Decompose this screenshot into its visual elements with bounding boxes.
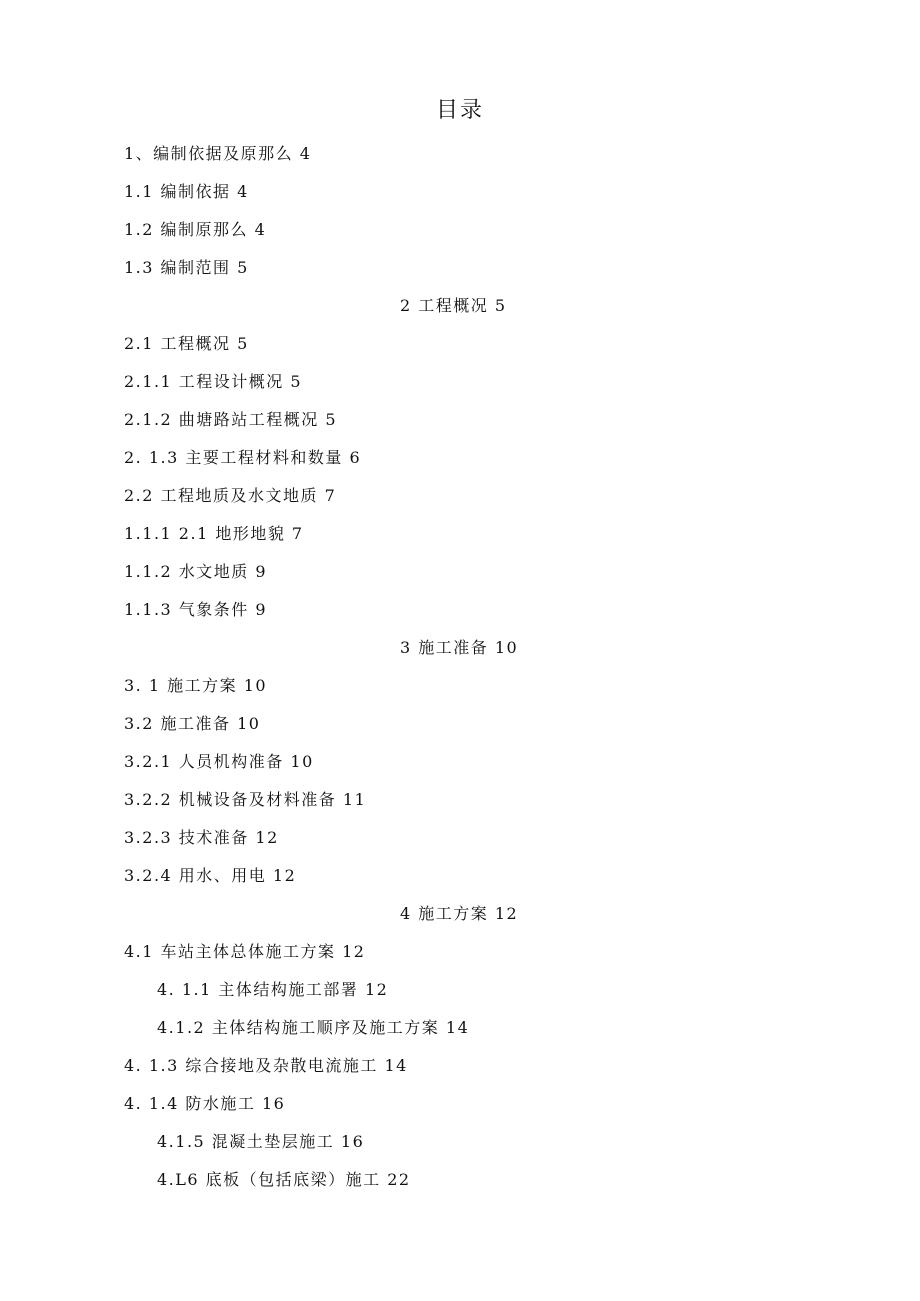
toc-entry: 3. 1 施工方案 10 bbox=[124, 676, 268, 695]
toc-entry: 3.2.3 技术准备 12 bbox=[124, 828, 279, 847]
toc-entry: 2.1.1 工程设计概况 5 bbox=[124, 372, 303, 391]
toc-entry: 2.1.2 曲塘路站工程概况 5 bbox=[124, 410, 338, 429]
toc-entry: 3.2.2 机械设备及材料准备 11 bbox=[124, 790, 367, 809]
toc-entry: 4.1.5 混凝土垫层施工 16 bbox=[157, 1132, 365, 1151]
toc-entry: 3.2 施工准备 10 bbox=[124, 714, 261, 733]
toc-entry: 1.1 编制依据 4 bbox=[124, 182, 249, 201]
toc-entry: 1.2 编制原那么 4 bbox=[124, 220, 267, 239]
toc-entry: 2.2 工程地质及水文地质 7 bbox=[124, 486, 337, 505]
toc-entry: 4.1.2 主体结构施工顺序及施工方案 14 bbox=[157, 1018, 470, 1037]
toc-entry: 4. 1.4 防水施工 16 bbox=[124, 1094, 286, 1113]
toc-entry: 4.1 车站主体总体施工方案 12 bbox=[124, 942, 366, 961]
toc-entry: 3.2.1 人员机构准备 10 bbox=[124, 752, 314, 771]
toc-entry: 2. 1.3 主要工程材料和数量 6 bbox=[124, 448, 362, 467]
toc-entry: 4.L6 底板（包括底梁）施工 22 bbox=[157, 1170, 411, 1189]
toc-entry: 1、编制依据及原那么 4 bbox=[124, 144, 312, 163]
toc-section-heading: 4 施工方案 12 bbox=[400, 904, 519, 923]
toc-title: 目录 bbox=[435, 98, 484, 123]
toc-section-heading: 3 施工准备 10 bbox=[400, 638, 519, 657]
toc-section-heading: 2 工程概况 5 bbox=[400, 296, 507, 315]
toc-entry: 2.1 工程概况 5 bbox=[124, 334, 249, 353]
toc-entry: 1.1.3 气象条件 9 bbox=[124, 600, 268, 619]
toc-entry: 4. 1.1 主体结构施工部署 12 bbox=[157, 980, 389, 999]
toc-entry: 1.1.1 2.1 地形地貌 7 bbox=[124, 524, 304, 543]
toc-entry: 3.2.4 用水、用电 12 bbox=[124, 866, 297, 885]
toc-entry: 1.3 编制范围 5 bbox=[124, 258, 249, 277]
toc-entry: 1.1.2 水文地质 9 bbox=[124, 562, 268, 581]
toc-entry: 4. 1.3 综合接地及杂散电流施工 14 bbox=[124, 1056, 408, 1075]
